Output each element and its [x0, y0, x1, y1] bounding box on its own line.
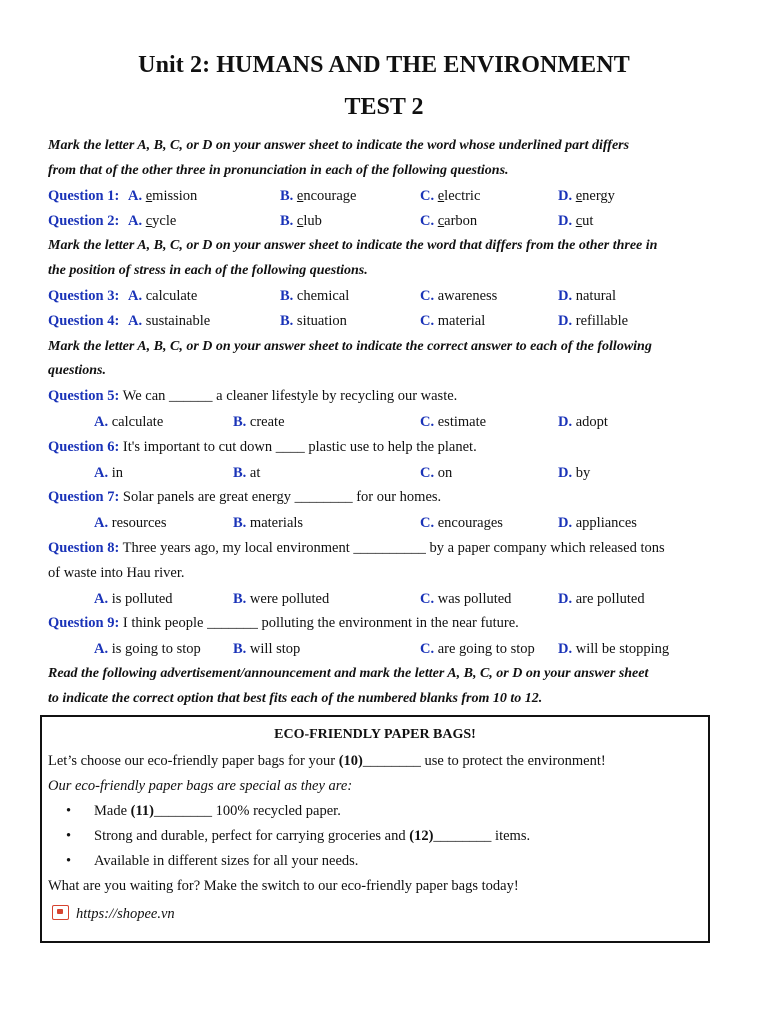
question-2-label: Question 2:: [48, 213, 120, 229]
instruction-reading-2: to indicate the correct option that best fits each of the numbered blanks from 10 to 12.: [48, 691, 543, 706]
question-3-option-d[interactable]: D. natural: [558, 288, 616, 304]
advertisement-bullet-2: • Strong and durable, perfect for carrying groceries and (12)________ items.: [68, 826, 530, 846]
question-6-option-b[interactable]: B. at: [233, 465, 261, 481]
question-5-option-d[interactable]: D. adopt: [558, 414, 608, 430]
question-8-text-continued: of waste into Hau river.: [48, 565, 185, 581]
question-9-option-b[interactable]: B. will stop: [233, 641, 301, 657]
question-2: [48, 211, 119, 231]
advertisement-line-3: What are you waiting for? Make the switch to our eco-friendly paper bags today!: [48, 878, 519, 894]
question-8-option-c[interactable]: C. was polluted: [420, 591, 512, 607]
advertisement-line-1: Let’s choose our eco-friendly paper bags for your (10)________ use to protect the environment!: [48, 753, 606, 769]
question-6-option-a[interactable]: A. in: [94, 465, 124, 481]
question-2-option-d[interactable]: D. cut: [558, 213, 594, 229]
question-7-option-c[interactable]: C. encourages: [420, 515, 503, 531]
advertisement-line-2: Our eco-friendly paper bags are special as they are:: [48, 778, 353, 794]
advertisement-box: [40, 715, 710, 943]
question-5-option-b[interactable]: B. create: [233, 414, 285, 430]
question-9: [48, 613, 519, 633]
question-7-option-d[interactable]: D. appliances: [558, 515, 637, 531]
question-5-option-a[interactable]: A. calculate: [94, 414, 164, 430]
question-6-text: It's important to cut down ____ plastic use to help the planet.: [122, 439, 477, 455]
question-7-label: Question 7:: [48, 489, 120, 505]
question-4-option-a[interactable]: A. sustainable: [128, 313, 211, 329]
question-1: [48, 186, 119, 206]
instruction-pronunciation-1: Mark the letter A, B, C, or D on your answer sheet to indicate the word whose underlined part differs: [48, 138, 630, 153]
question-6: [48, 437, 477, 457]
question-2-option-c[interactable]: C. carbon: [420, 213, 478, 229]
question-8-option-d[interactable]: D. are polluted: [558, 591, 645, 607]
advertisement-bullet-1: • Made (11)________ 100% recycled paper.: [68, 801, 341, 821]
question-3-label: Question 3:: [48, 288, 120, 304]
question-8-text: Three years ago, my local environment __________ by a paper company which released tons: [122, 540, 665, 556]
question-1-option-a[interactable]: A. emission: [128, 188, 198, 204]
question-2-option-a[interactable]: A. cycle: [128, 213, 177, 229]
question-6-option-c[interactable]: C. on: [420, 465, 453, 481]
blank-11: (11): [130, 803, 154, 819]
question-7-option-a[interactable]: A. resources: [94, 515, 167, 531]
question-3-option-b[interactable]: B. chemical: [280, 288, 350, 304]
question-5-option-c[interactable]: C. estimate: [420, 414, 487, 430]
blank-10: (10): [338, 753, 363, 769]
question-1-label: Question 1:: [48, 188, 120, 204]
question-5-text: We can ______ a cleaner lifestyle by recycling our waste.: [122, 388, 458, 404]
question-1-option-b[interactable]: B. encourage: [280, 188, 357, 204]
question-6-option-d[interactable]: D. by: [558, 465, 591, 481]
question-8-option-a[interactable]: A. is polluted: [94, 591, 173, 607]
question-9-option-a[interactable]: A. is going to stop: [94, 641, 201, 657]
question-9-text: I think people _______ polluting the environment in the near future.: [122, 615, 519, 631]
question-9-option-d[interactable]: D. will be stopping: [558, 641, 670, 657]
page-title: Unit 2: HUMANS AND THE ENVIRONMENT: [138, 52, 630, 78]
page-subtitle: TEST 2: [344, 94, 424, 120]
instruction-stress-2: the position of stress in each of the following questions.: [48, 263, 368, 278]
question-7-option-b[interactable]: B. materials: [233, 515, 304, 531]
question-4-option-c[interactable]: C. material: [420, 313, 486, 329]
question-5: [48, 386, 457, 406]
question-7: [48, 487, 441, 507]
question-3: [48, 286, 119, 306]
advertisement-bullet-3: • Available in different sizes for all your needs.: [68, 851, 358, 871]
question-4-option-b[interactable]: B. situation: [280, 313, 347, 329]
instruction-pronunciation-2: from that of the other three in pronunciation in each of the following questions.: [48, 163, 509, 178]
instruction-correct-2: questions.: [48, 363, 106, 378]
advertisement-title: ECO-FRIENDLY PAPER BAGS!: [274, 727, 476, 742]
question-9-label: Question 9:: [48, 615, 120, 631]
question-3-option-a[interactable]: A. calculate: [128, 288, 198, 304]
question-7-text: Solar panels are great energy ________ for our homes.: [122, 489, 442, 505]
shopping-bag-icon: [52, 905, 69, 920]
question-1-option-d[interactable]: D. energy: [558, 188, 615, 204]
question-2-option-b[interactable]: B. club: [280, 213, 322, 229]
shop-link[interactable]: https://shopee.vn: [76, 906, 175, 922]
question-4-label: Question 4:: [48, 313, 120, 329]
question-5-label: Question 5:: [48, 388, 120, 404]
question-4: [48, 311, 119, 331]
question-3-option-c[interactable]: C. awareness: [420, 288, 498, 304]
instruction-stress-1: Mark the letter A, B, C, or D on your answer sheet to indicate the word that differs from the other three in: [48, 238, 658, 253]
question-8: [48, 538, 665, 558]
question-9-option-c[interactable]: C. are going to stop: [420, 641, 535, 657]
question-6-label: Question 6:: [48, 439, 120, 455]
question-8-option-b[interactable]: B. were polluted: [233, 591, 330, 607]
blank-12: (12): [409, 828, 434, 844]
question-1-option-c[interactable]: C. electric: [420, 188, 481, 204]
question-8-label: Question 8:: [48, 540, 120, 556]
instruction-correct-1: Mark the letter A, B, C, or D on your answer sheet to indicate the correct answer to each of the following: [48, 339, 652, 354]
instruction-reading-1: Read the following advertisement/announcement and mark the letter A, B, C, or D on your answer sheet: [48, 666, 649, 681]
question-4-option-d[interactable]: D. refillable: [558, 313, 629, 329]
